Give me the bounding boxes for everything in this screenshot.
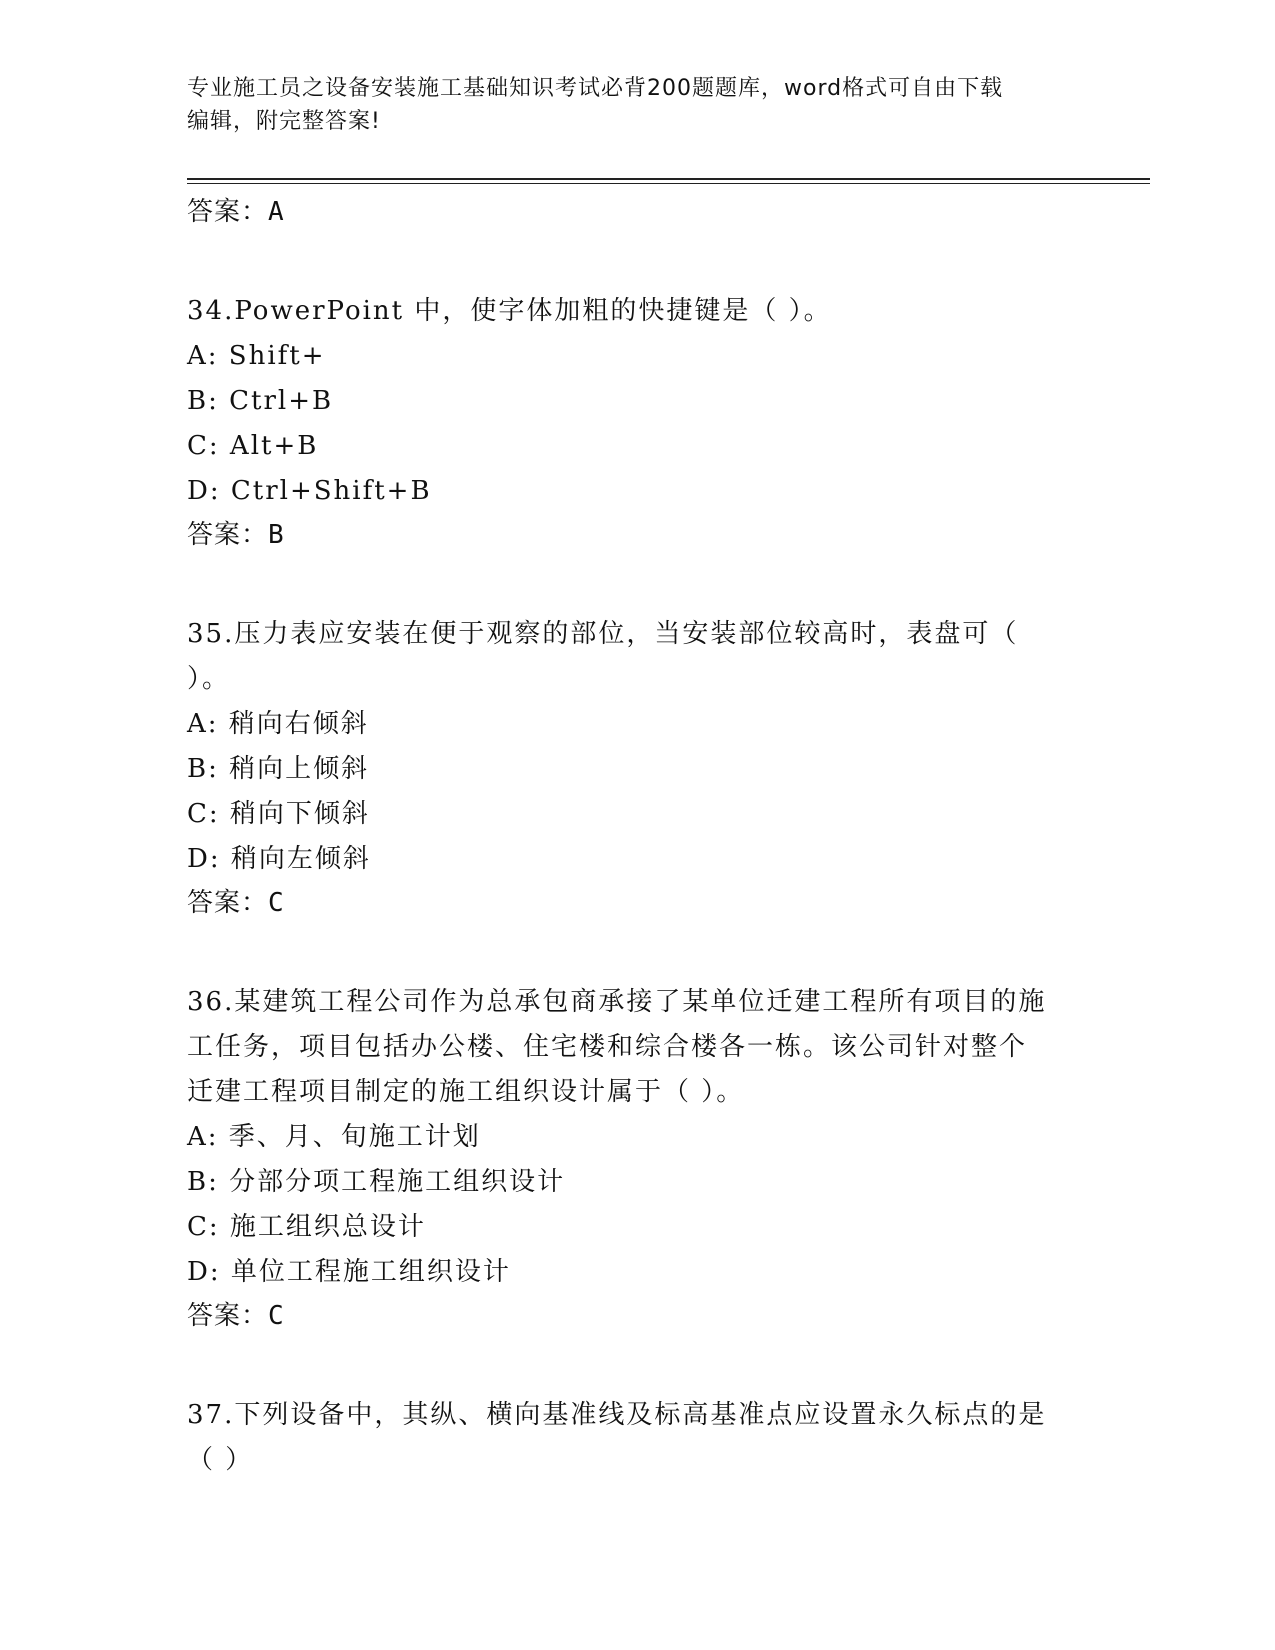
answer-34 xyxy=(187,514,1087,556)
answer-label: 答案： xyxy=(187,197,269,227)
question-text-line: 37.下列设备中，其纵、横向基准线及标高基准点应设置永久标点的是 xyxy=(187,1400,1047,1430)
header-line-1: 专业施工员之设备安装施工基础知识考试必背200题题库，word格式可自由下载 xyxy=(187,76,1004,101)
header-divider-thin xyxy=(187,183,1150,184)
question-text-line: 35.压力表应安装在便于观察的部位，当安装部位较高时，表盘可（ xyxy=(187,619,1019,649)
question-34 xyxy=(187,289,1087,334)
option-a: A: 季、月、旬施工计划 xyxy=(187,1122,481,1152)
answer-33 xyxy=(187,191,1087,233)
option-a: A: 稍向右倾斜 xyxy=(187,709,369,739)
option-d: D: Ctrl+Shift+B xyxy=(187,476,432,506)
option-d: D: 稍向左倾斜 xyxy=(187,844,371,874)
question-list xyxy=(187,191,1087,1483)
answer-35 xyxy=(187,882,1087,924)
answer-value: C xyxy=(268,1301,285,1331)
option-b: B: 分部分项工程施工组织设计 xyxy=(187,1167,566,1197)
question-text-line: 36.某建筑工程公司作为总承包商承接了某单位迁建工程所有项目的施 xyxy=(187,987,1047,1017)
answer-label: 答案： xyxy=(187,888,269,918)
option-b: B: 稍向上倾斜 xyxy=(187,754,370,784)
answer-value: B xyxy=(268,520,285,550)
answer-value: C xyxy=(268,888,285,918)
question-text-line: 迁建工程项目制定的施工组织设计属于（ ）。 xyxy=(187,1077,745,1107)
option-c: C: Alt+B xyxy=(187,431,319,461)
option-b: B: Ctrl+B xyxy=(187,386,334,416)
header-line-2: 编辑，附完整答案! xyxy=(187,109,381,134)
question-35 xyxy=(187,612,1087,702)
option-c: C: 施工组织总设计 xyxy=(187,1212,426,1242)
header-divider xyxy=(187,178,1150,180)
answer-label: 答案： xyxy=(187,520,269,550)
option-a: A: Shift+ xyxy=(187,341,326,371)
question-text-line: ）。 xyxy=(187,664,231,694)
question-text-line: （ ） xyxy=(187,1445,254,1475)
option-d: D: 单位工程施工组织设计 xyxy=(187,1257,511,1287)
answer-36 xyxy=(187,1295,1087,1337)
question-text-line: 34.PowerPoint 中，使字体加粗的快捷键是（ ）。 xyxy=(187,296,832,326)
question-text-line: 工任务，项目包括办公楼、住宅楼和综合楼各一栋。该公司针对整个 xyxy=(187,1032,1028,1062)
question-37 xyxy=(187,1393,1087,1483)
question-36 xyxy=(187,980,1087,1115)
answer-value: A xyxy=(268,197,285,227)
option-c: C: 稍向下倾斜 xyxy=(187,799,370,829)
document-header xyxy=(187,72,1087,138)
answer-label: 答案： xyxy=(187,1301,269,1331)
